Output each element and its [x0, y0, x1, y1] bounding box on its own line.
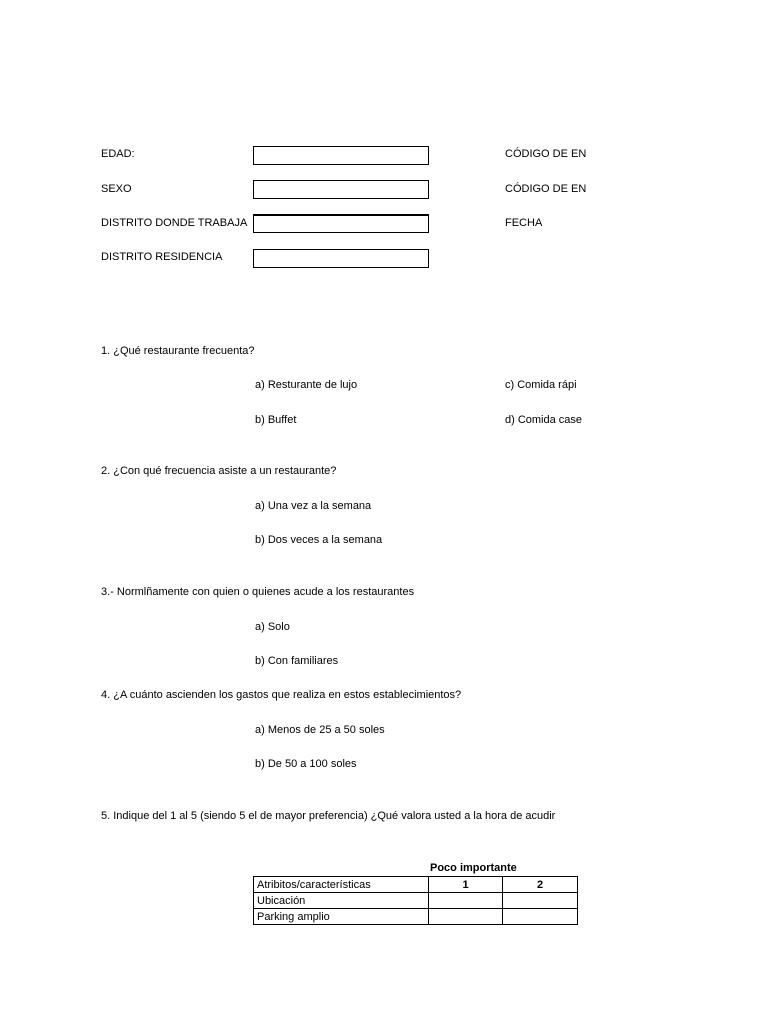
- scale-label: Poco importante: [430, 862, 517, 874]
- table-row: [254, 893, 578, 909]
- q2-option-b: b) Dos veces a la semana: [255, 534, 383, 546]
- q3-option-b: b) Con familiares: [255, 655, 339, 667]
- codigo-label-2: CÓDIGO DE EN: [505, 183, 587, 195]
- table-row: [254, 909, 578, 925]
- q1-option-a: a) Resturante de lujo: [255, 379, 358, 391]
- edad-label: EDAD:: [101, 148, 135, 160]
- sexo-label: SEXO: [101, 183, 132, 195]
- question-4: 4. ¿A cuánto ascienden los gastos que realiza en estos establecimientos?: [101, 689, 462, 701]
- question-1: 1. ¿Qué restaurante frecuenta?: [101, 345, 255, 357]
- sexo-input[interactable]: [253, 180, 429, 199]
- q4-option-a: a) Menos de 25 a 50 soles: [255, 724, 385, 736]
- q1-option-c: c) Comida rápi: [505, 379, 577, 391]
- distrito-trabajo-label: DISTRITO DONDE TRABAJA: [101, 217, 248, 229]
- distrito-residencia-label: DISTRITO RESIDENCIA: [101, 251, 223, 263]
- distrito-residencia-input[interactable]: [253, 249, 429, 268]
- q1-option-b: b) Buffet: [255, 414, 297, 426]
- table-cell: Parking amplio: [254, 909, 429, 925]
- table-cell[interactable]: [503, 909, 578, 925]
- fecha-label: FECHA: [505, 217, 543, 229]
- table-cell[interactable]: [429, 893, 503, 909]
- table-cell[interactable]: [429, 909, 503, 925]
- table-cell[interactable]: [503, 893, 578, 909]
- q4-option-b: b) De 50 a 100 soles: [255, 758, 357, 770]
- question-5: 5. Indique del 1 al 5 (siendo 5 el de mayor preferencia) ¿Qué valora usted a la hora de acudir: [101, 810, 556, 822]
- table-header-cell: 2: [503, 877, 578, 893]
- table-header-row: [254, 877, 578, 893]
- question-2: 2. ¿Con qué frecuencia asiste a un restaurante?: [101, 465, 337, 477]
- edad-input[interactable]: [253, 146, 429, 165]
- attributes-table: [253, 876, 578, 925]
- question-3: 3.- Normlñamente con quien o quienes acude a los restaurantes: [101, 586, 415, 598]
- q3-option-a: a) Solo: [255, 621, 290, 633]
- table-cell: Ubicación: [254, 893, 429, 909]
- codigo-label-1: CÓDIGO DE EN: [505, 148, 587, 160]
- table-header-cell: 1: [429, 877, 503, 893]
- q2-option-a: a) Una vez a la semana: [255, 500, 372, 512]
- table-header-cell: Atribitos/características: [254, 877, 429, 893]
- q1-option-d: d) Comida case: [505, 414, 583, 426]
- distrito-trabajo-input[interactable]: [253, 214, 429, 233]
